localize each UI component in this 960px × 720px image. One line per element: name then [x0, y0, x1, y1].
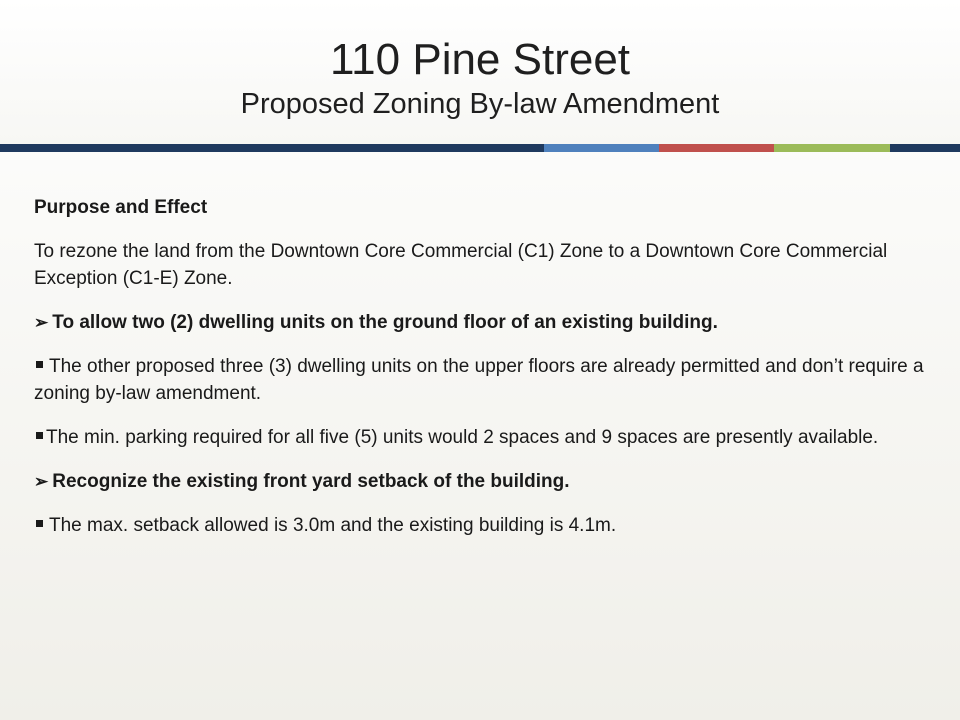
point-allow-units-text: To allow two (2) dwelling units on the ground floor of an existing building.	[52, 312, 718, 333]
stripe-blue-segment	[544, 144, 659, 152]
color-stripe-divider	[0, 144, 960, 152]
intro-paragraph: To rezone the land from the Downtown Core Commercial (C1) Zone to a Downtown Core Commercial Exception (C1-E) Zone.	[34, 241, 888, 289]
stripe-navy-segment	[0, 144, 544, 152]
bullet-max-setback-text: The max. setback allowed is 3.0m and the existing building is 4.1m.	[49, 515, 617, 536]
point-setback	[34, 468, 926, 495]
slide-body	[34, 194, 926, 556]
slide-subtitle: Proposed Zoning By-law Amendment	[240, 88, 720, 120]
point-setback-text: Recognize the existing front yard setback of the building.	[52, 471, 570, 492]
title-area	[0, 0, 960, 144]
square-bullet-icon	[36, 432, 43, 439]
bullet-upper-floors-text: The other proposed three (3) dwelling units on the upper floors are already permitted and don’t require a zoning by-law amendment.	[34, 356, 924, 404]
stripe-navy-end-segment	[890, 144, 960, 152]
stripe-green-segment	[774, 144, 890, 152]
bullet-parking	[34, 424, 926, 451]
square-bullet-icon	[36, 361, 43, 368]
slide-title: 110 Pine Street	[329, 35, 631, 84]
square-bullet-icon	[36, 520, 43, 527]
section-heading: Purpose and Effect	[34, 197, 208, 218]
arrow-bullet-icon: ➢	[34, 472, 49, 491]
bullet-parking-text: The min. parking required for all five (5) units would 2 spaces and 9 spaces are presently available.	[46, 427, 879, 448]
stripe-red-segment	[659, 144, 774, 152]
bullet-max-setback	[34, 512, 926, 539]
point-allow-units	[34, 309, 926, 336]
arrow-bullet-icon: ➢	[34, 313, 49, 332]
bullet-upper-floors	[34, 353, 926, 407]
